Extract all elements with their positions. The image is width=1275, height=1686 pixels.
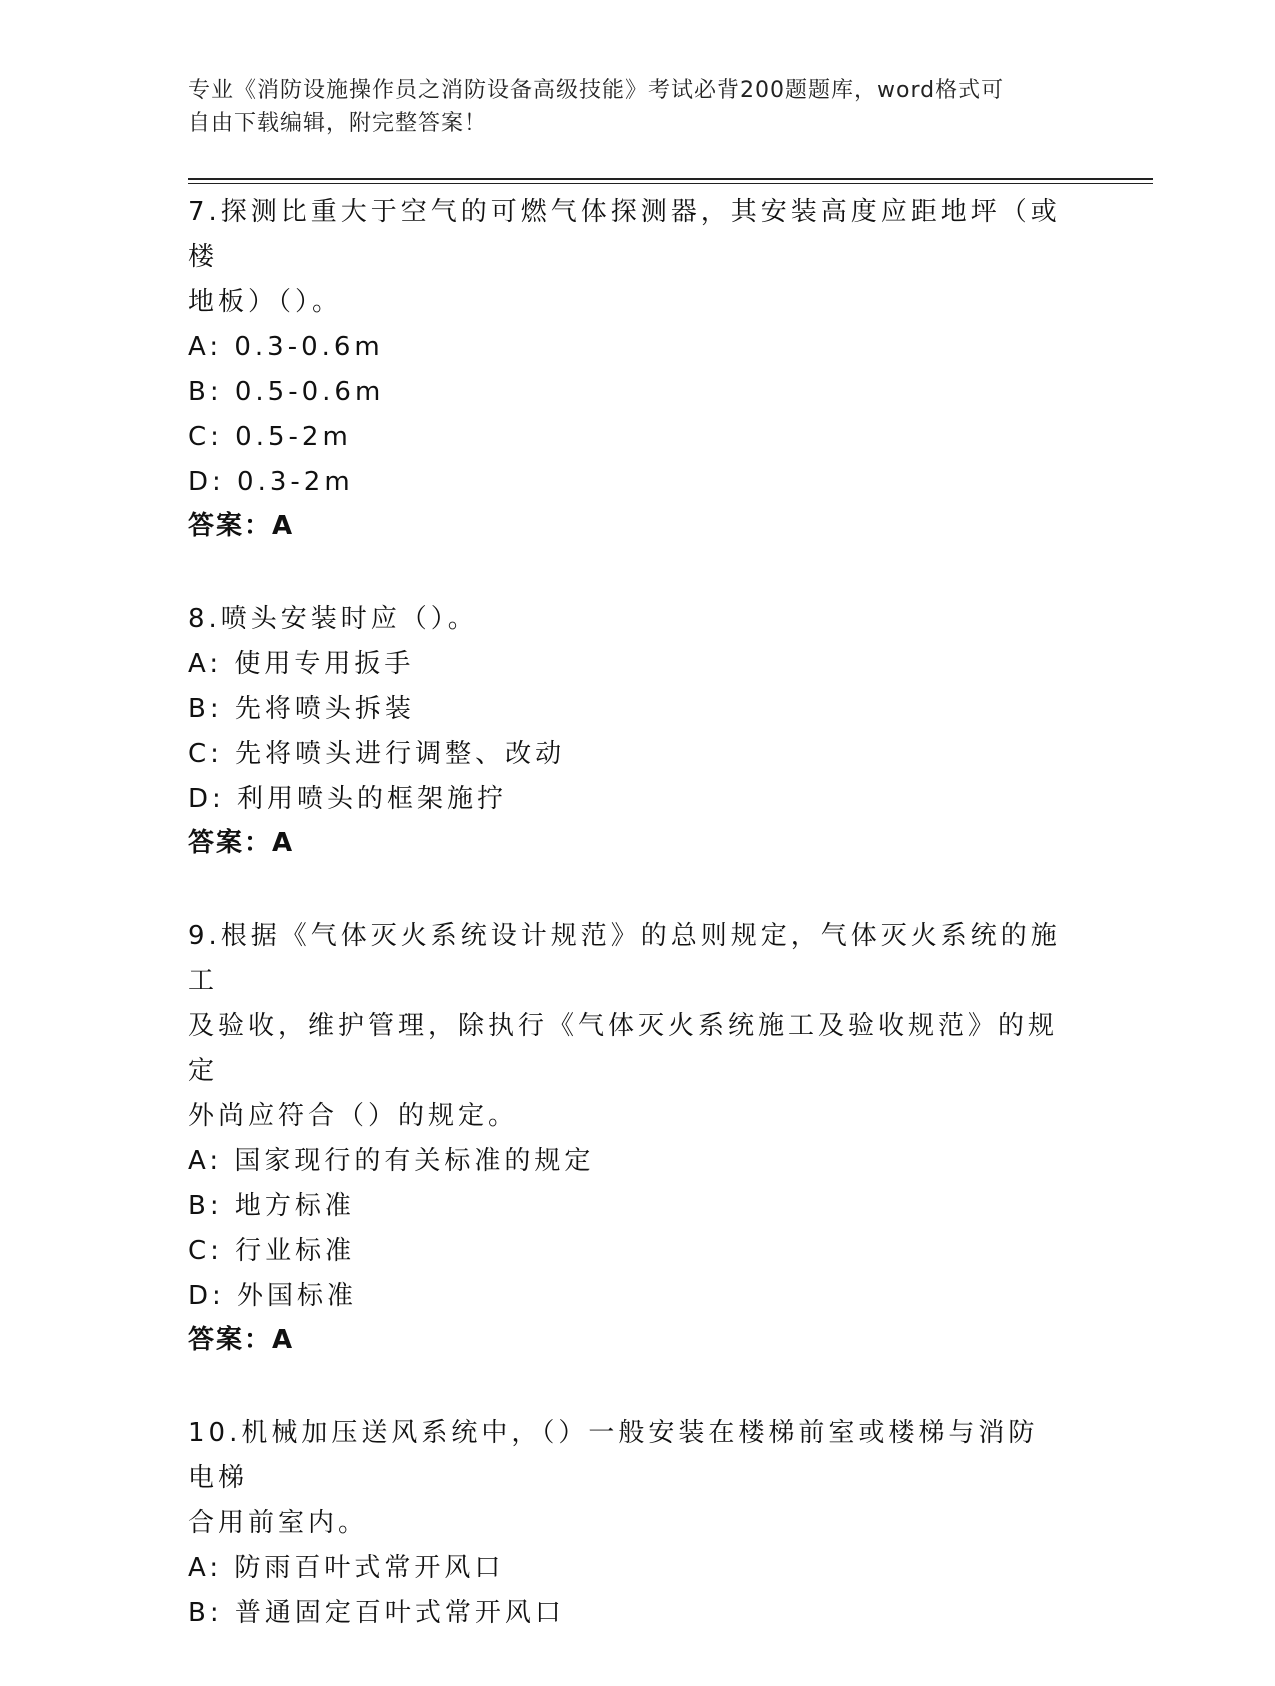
option-a: A: 0.3-0.6m [188,332,384,362]
question-stem [188,1411,1068,1546]
question-list [188,190,1068,1686]
document-header [188,74,1068,140]
option-c: C: 0.5-2m [188,422,352,452]
option-d: D: 外国标准 [188,1281,358,1311]
header-line-2: 自由下载编辑，附完整答案！ [188,111,488,136]
option-d: D: 利用喷头的框架施拧 [188,784,508,814]
option-d: D: 0.3-2m [188,467,354,497]
stem-line: 7.探测比重大于空气的可燃气体探测器，其安装高度应距地坪（或楼 [188,197,1061,272]
question-stem [188,914,1068,1139]
stem-line: 外尚应符合（）的规定。 [188,1101,519,1131]
question-stem [188,190,1068,325]
header-line-1: 专业《消防设施操作员之消防设备高级技能》考试必背200题题库，word格式可 [188,78,1005,103]
stem-line: 及验收，维护管理，除执行《气体灭火系统施工及验收规范》的规定 [188,1011,1059,1086]
option-a: A: 使用专用扳手 [188,649,415,679]
option-b: B: 先将喷头拆装 [188,694,415,724]
question-8 [188,597,1068,864]
option-c: C: 行业标准 [188,1236,356,1266]
option-b: B: 普通固定百叶式常开风口 [188,1598,565,1628]
question-7 [188,190,1068,547]
stem-line: 8.喷头安装时应（）。 [188,604,478,634]
answer: 答案：A [188,511,295,541]
option-b: B: 0.5-0.6m [188,377,385,407]
stem-line: 9.根据《气体灭火系统设计规范》的总则规定，气体灭火系统的施工 [188,921,1061,996]
answer: 答案：A [188,828,295,858]
option-b: B: 地方标准 [188,1191,355,1221]
question-stem [188,597,1068,642]
option-c: C: 先将喷头进行调整、改动 [188,739,566,769]
stem-line: 地板）（）。 [188,287,343,317]
answer: 答案：A [188,1325,295,1355]
question-9 [188,914,1068,1361]
header-divider-thin [188,183,1153,184]
stem-line: 10.机械加压送风系统中，（）一般安装在楼梯前室或楼梯与消防电梯 [188,1418,1039,1493]
question-10 [188,1411,1068,1636]
option-a: A: 国家现行的有关标准的规定 [188,1146,595,1176]
header-divider-thick [188,178,1153,180]
option-a: A: 防雨百叶式常开风口 [188,1553,505,1583]
stem-line: 合用前室内。 [188,1508,369,1538]
